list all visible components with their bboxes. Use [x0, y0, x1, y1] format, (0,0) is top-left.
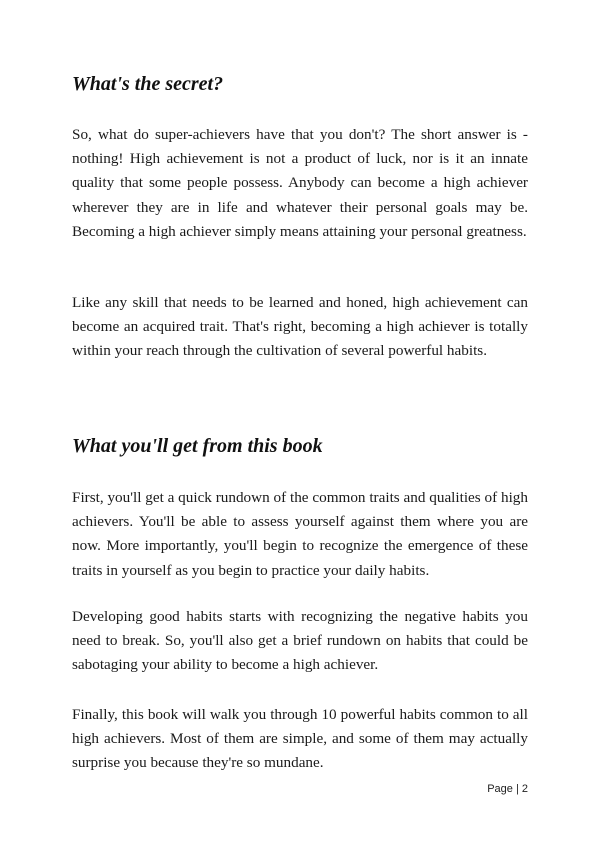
section-heading-what-you-get: What you'll get from this book [72, 435, 323, 457]
section-heading-secret: What's the secret? [72, 73, 224, 95]
paragraph: Like any skill that needs to be learned and honed, high achievement can become an acquired trait. That's right, becoming a high achiever is totally within your reach through the cultivation of several powerful habits. [72, 294, 528, 360]
paragraph: Finally, this book will walk you through 10 powerful habits common to all high achievers. Most of them are simple, and some of them may actually surprise you because they're so mundane. [72, 706, 528, 772]
paragraph: Developing good habits starts with recognizing the negative habits you need to break. So, you'll also get a brief rundown on habits that could be sabotaging your ability to become a high achiever. [72, 608, 528, 674]
paragraph: So, what do super-achievers have that you don't? The short answer is - nothing! High achievement is not a product of luck, nor is it an innate quality that some people possess. Anybody can become a high achiever wherever they are in life and whatever their personal goals may be. Becoming a high achiever simply means attaining your personal greatness. [72, 126, 528, 240]
paragraph: First, you'll get a quick rundown of the common traits and qualities of high achievers. You'll be able to assess yourself against them where you are now. More importantly, you'll begin to recognize the emergence of these traits in yourself as you begin to practice your daily habits. [72, 489, 528, 579]
page-number: Page | 2 [487, 783, 528, 795]
